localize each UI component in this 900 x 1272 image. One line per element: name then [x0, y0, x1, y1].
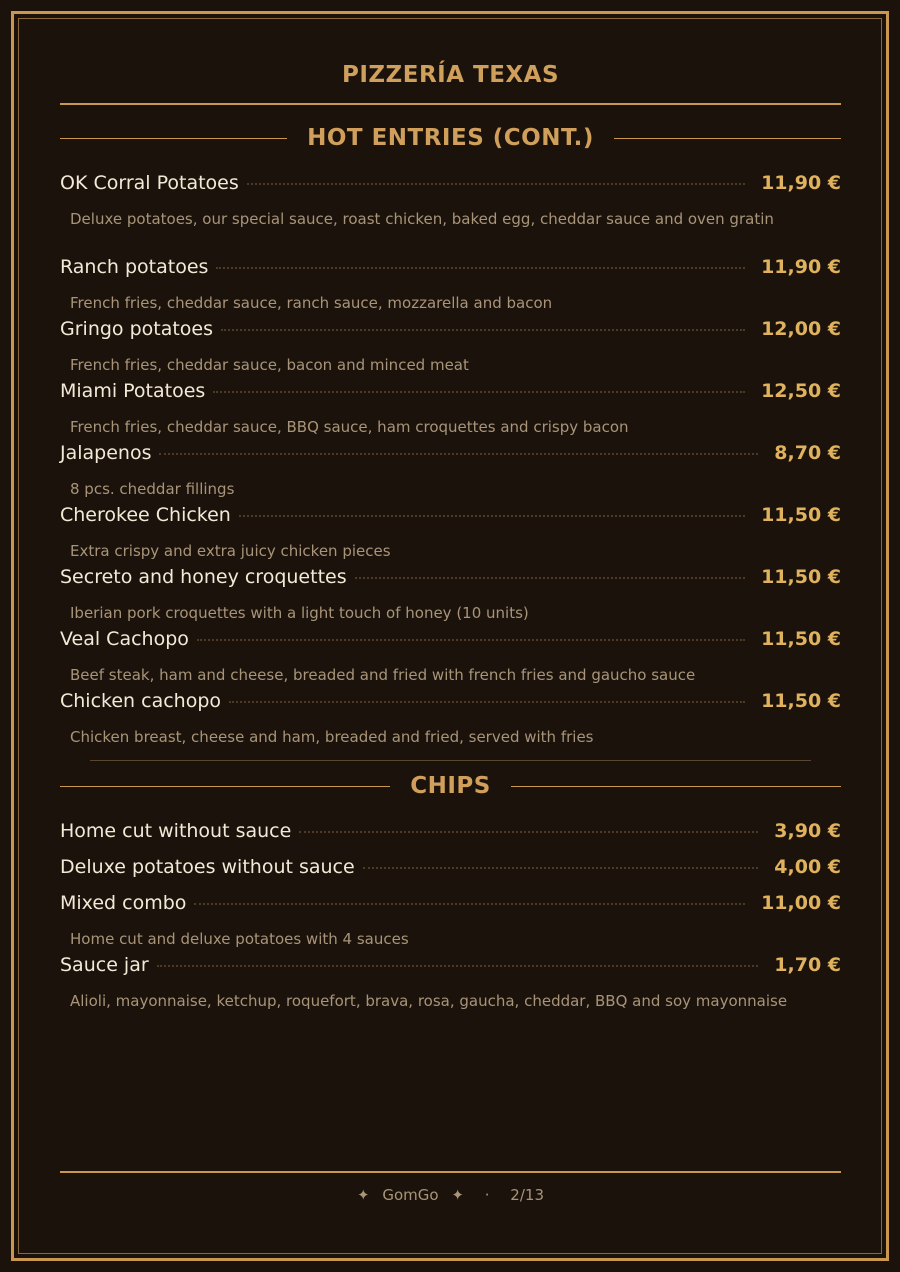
menu-item	[60, 628, 841, 686]
item-description: Extra crispy and extra juicy chicken pieces	[70, 542, 391, 560]
item-price: 12,00 €	[761, 318, 841, 340]
dot-leader	[197, 639, 745, 641]
dot-leader	[159, 453, 758, 455]
dot-leader	[216, 267, 745, 269]
item-description: Deluxe potatoes, our special sauce, roast chicken, baked egg, cheddar sauce and oven gratin	[70, 210, 774, 228]
menu-item	[60, 172, 841, 230]
item-price: 4,00 €	[774, 856, 841, 878]
brand-name: GomGo	[382, 1186, 439, 1204]
item-name: Mixed combo	[60, 892, 187, 914]
dot-leader	[363, 867, 759, 869]
item-description: French fries, cheddar sauce, bacon and minced meat	[70, 356, 469, 374]
item-description: Beef steak, ham and cheese, breaded and fried with french fries and gaucho sauce	[70, 666, 696, 684]
footer-separator: ·	[484, 1186, 490, 1204]
menu-item	[60, 820, 841, 846]
dot-leader	[299, 831, 758, 833]
title-divider	[60, 103, 841, 105]
menu-item	[60, 892, 841, 950]
item-name: Jalapenos	[60, 442, 152, 464]
dot-leader	[355, 577, 745, 579]
section-title: CHIPS	[410, 773, 491, 799]
item-price: 8,70 €	[774, 442, 841, 464]
star-icon: ✦	[451, 1186, 464, 1204]
menu-item	[60, 504, 841, 562]
item-price: 11,50 €	[761, 566, 841, 588]
heading-rule-right	[614, 138, 841, 139]
item-description: Alioli, mayonnaise, ketchup, roquefort, brava, rosa, gaucha, cheddar, BBQ and soy mayonnaise	[70, 992, 788, 1010]
heading-rule-left	[60, 138, 287, 139]
page-number: 2/13	[510, 1186, 544, 1204]
menu-item	[60, 318, 841, 376]
dot-leader	[229, 701, 745, 703]
item-price: 11,50 €	[761, 690, 841, 712]
heading-rule-left	[60, 786, 390, 787]
item-price: 11,90 €	[761, 256, 841, 278]
item-name: Home cut without sauce	[60, 820, 292, 842]
item-price: 3,90 €	[774, 820, 841, 842]
footer-divider	[60, 1171, 841, 1173]
item-name: Miami Potatoes	[60, 380, 206, 402]
item-description: 8 pcs. cheddar fillings	[70, 480, 235, 498]
section-heading-chips	[60, 771, 841, 801]
item-description: French fries, cheddar sauce, BBQ sauce, ham croquettes and crispy bacon	[70, 418, 629, 436]
item-name: Cherokee Chicken	[60, 504, 231, 526]
item-name: Chicken cachopo	[60, 690, 222, 712]
menu-item	[60, 954, 841, 1012]
restaurant-title: PIZZERÍA TEXAS	[341, 62, 560, 88]
dot-leader	[247, 183, 745, 185]
item-price: 11,00 €	[761, 892, 841, 914]
menu-item	[60, 856, 841, 882]
item-description: Home cut and deluxe potatoes with 4 sauces	[70, 930, 409, 948]
heading-rule-right	[511, 786, 841, 787]
page-footer	[60, 1186, 841, 1204]
item-name: Secreto and honey croquettes	[60, 566, 347, 588]
dot-leader	[239, 515, 745, 517]
item-name: OK Corral Potatoes	[60, 172, 239, 194]
menu-item	[60, 380, 841, 438]
dot-leader	[194, 903, 745, 905]
dot-leader	[213, 391, 745, 393]
menu-item	[60, 442, 841, 500]
dot-leader	[221, 329, 745, 331]
item-price: 1,70 €	[774, 954, 841, 976]
item-price: 12,50 €	[761, 380, 841, 402]
item-name: Sauce jar	[60, 954, 149, 976]
menu-item	[60, 690, 841, 748]
menu-item	[60, 256, 841, 314]
section-separator	[90, 760, 811, 761]
section-heading-hot-entries	[60, 123, 841, 153]
dot-leader	[157, 965, 759, 967]
menu-item	[60, 566, 841, 624]
item-name: Veal Cachopo	[60, 628, 189, 650]
item-description: Iberian pork croquettes with a light touch of honey (10 units)	[70, 604, 529, 622]
item-description: French fries, cheddar sauce, ranch sauce, mozzarella and bacon	[70, 294, 553, 312]
item-name: Gringo potatoes	[60, 318, 214, 340]
item-description: Chicken breast, cheese and ham, breaded and fried, served with fries	[70, 728, 594, 746]
item-price: 11,90 €	[761, 172, 841, 194]
star-icon: ✦	[357, 1186, 370, 1204]
section-title: HOT ENTRIES (CONT.)	[307, 125, 594, 151]
item-price: 11,50 €	[761, 628, 841, 650]
item-name: Deluxe potatoes without sauce	[60, 856, 355, 878]
item-price: 11,50 €	[761, 504, 841, 526]
item-name: Ranch potatoes	[60, 256, 209, 278]
